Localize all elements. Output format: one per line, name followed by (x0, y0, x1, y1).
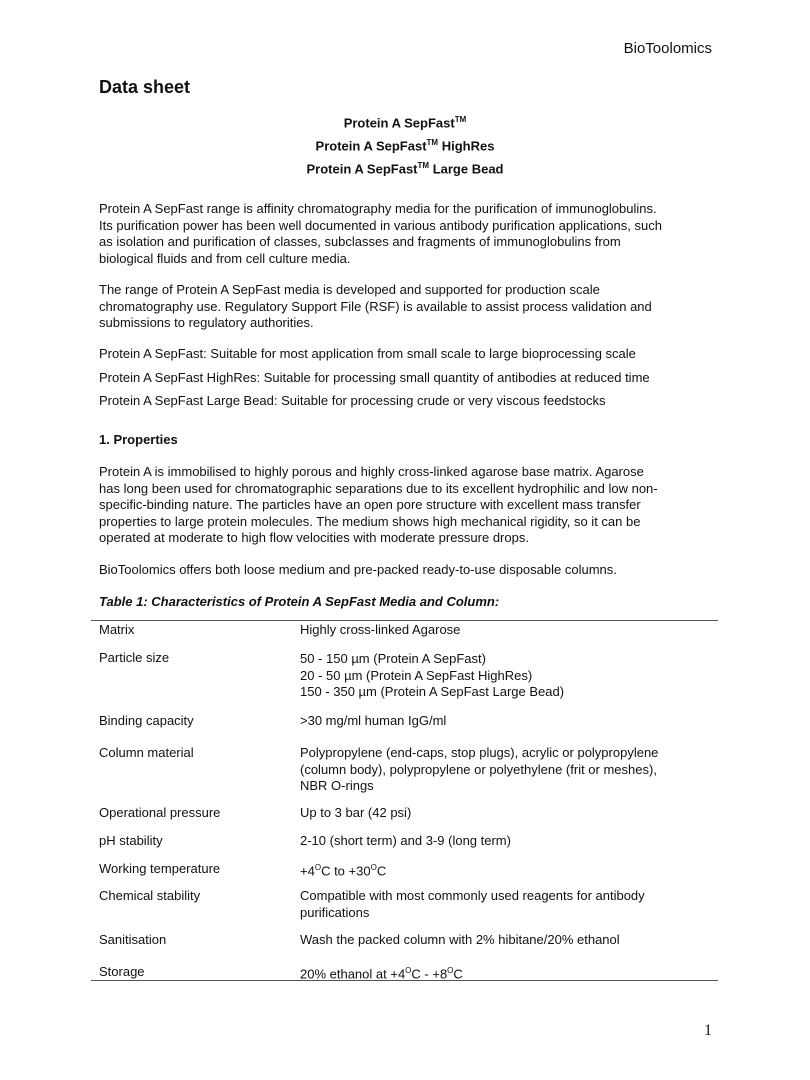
suitability-line-1: Protein A SepFast: Suitable for most application from small scale to large bioprocessing scale (99, 346, 636, 361)
row-label-chemical-stability: Chemical stability (99, 888, 201, 903)
row-label-particle-size: Particle size (99, 650, 170, 665)
suitability-line-2: Protein A SepFast HighRes: Suitable for processing small quantity of antibodies at reduced time (99, 370, 650, 385)
row-label-ph-stability: pH stability (99, 833, 163, 848)
row-value-sanitisation: Wash the packed column with 2% hibitane/20% ethanol (300, 932, 620, 947)
row-label-matrix: Matrix (99, 622, 135, 637)
row-label-binding-capacity: Binding capacity (99, 713, 194, 728)
row-value-ph-stability: 2-10 (short term) and 3-9 (long term) (300, 833, 511, 848)
row-label-storage: Storage (99, 964, 145, 979)
row-value-column-material: Polypropylene (end-caps, stop plugs), acrylic or polypropylene (column body), polypropylene or polyethylene (frit or meshes), NBR O-rings (300, 745, 659, 793)
row-value-operational-pressure: Up to 3 bar (42 psi) (300, 805, 412, 820)
row-value-working-temperature: $+4^OC$ to $+30^OC$ (300, 863, 387, 879)
brand-header: BioToolomics (623, 40, 712, 57)
table-caption: Table 1: Characteristics of Protein A SepFast Media and Column: (99, 594, 500, 609)
row-label-working-temperature: Working temperature (99, 861, 221, 876)
product-name-3: Protein A SepFast™ Large Bead (306, 161, 504, 177)
row-value-particle-size: 50 - 150 µm (Protein A SepFast) 20 - 50 µm (Protein A SepFast HighRes) 150 - 350 µm (Protein A SepFast Large Bead) (300, 651, 565, 699)
row-value-storage: 20% ethanol at $+4^OC - +8^OC$ (300, 966, 463, 982)
product-name-1: Protein A SepFast™ (343, 115, 467, 131)
row-value-binding-capacity: >30 mg/ml human IgG/ml (300, 713, 447, 728)
range-paragraph: The range of Protein A SepFast media is developed and supported for production scale chromatography use. Regulatory Support File (RSF) is available to assist process validation and submissions to regulatory authorities. (99, 282, 652, 330)
row-value-matrix: Highly cross-linked Agarose (300, 622, 461, 637)
row-value-chemical-stability: Compatible with most commonly used reagents for antibody purifications (300, 888, 645, 920)
intro-paragraph: Protein A SepFast range is affinity chromatography media for the purification of immunoglobulins. Its purification power has been well documented in various antibody purification applications, such as isolation and purification of classes, subclasses and fragments of immunoglobulins from biological fluids and from cell culture media. (99, 201, 662, 266)
page-number: 1 (704, 1022, 712, 1039)
row-label-sanitisation: Sanitisation (99, 932, 167, 947)
suitability-line-3: Protein A SepFast Large Bead: Suitable for processing crude or very viscous feedstocks (99, 393, 606, 408)
table-bottom-rule (91, 980, 718, 981)
product-name-2: Protein A SepFast™ HighRes (315, 138, 495, 154)
row-label-column-material: Column material (99, 745, 194, 760)
row-label-operational-pressure: Operational pressure (99, 805, 221, 820)
table-top-rule (91, 620, 718, 621)
offer-paragraph: BioToolomics offers both loose medium and pre-packed ready-to-use disposable columns. (99, 562, 617, 577)
page-title: Data sheet (99, 77, 191, 97)
properties-paragraph: Protein A is immobilised to highly porous and highly cross-linked agarose base matrix. Agarose has long been used for chromatographic separations due to its excellent hydrophilic and low non- specific-binding nature. The particles have an open pore structure with excellent mass transfer properties to large protein molecules. The medium shows high mechanical rigidity, so it can be operated at moderate to high flow velocities with moderate pressure drops. (99, 464, 658, 545)
section-heading-properties: 1. Properties (99, 432, 178, 447)
